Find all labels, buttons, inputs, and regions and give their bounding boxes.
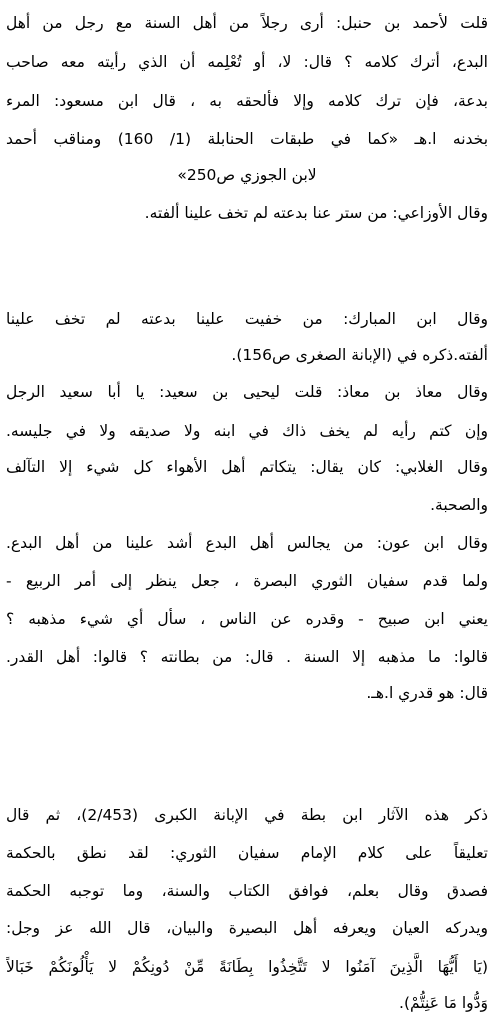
text-line: فصدق وقال بعلم، فوافق الكتاب والسنة، وما توجبه الحكمة	[6, 882, 488, 900]
text-line: البدع، أترك كلامه ؟ قال: لا، أو تُعْلِمه أن الذي رأيته معه صاحب	[6, 53, 488, 71]
text-line: وقال ابن عون: من يجالس أهل البدع أشد علينا من أهل البدع.	[6, 534, 488, 552]
text-line: (يَا أَيُّهَا الَّذِينَ آمَنُوا لا تَتَّخِذُوا بِطَانَةً مِّنْ دُونِكُمْ لا يَأْلُونَكُمْ خَبَالاً	[6, 958, 488, 976]
text-line: ألفته.ذكره في (الإبانة الصغرى ص156).	[231, 346, 488, 364]
text-line: يعني ابن صبيح - وقدره عن الناس ، سأل أي شيء مذهبه ؟	[6, 610, 488, 628]
text-line: ويدركه العيان ويعرفه أهل البصيرة والبيان، قال الله عز وجل:	[6, 919, 488, 937]
text-line: قال: هو قدري ا.هـ.	[366, 684, 488, 702]
text-line: وقال ابن المبارك: من خفيت علينا بدعته لم تخف علينا	[6, 310, 488, 328]
text-line: ولما قدم سفيان الثوري البصرة ، جعل ينظر إلى أمر الربيع -	[6, 572, 488, 590]
text-line: بدعة، فإن ترك كلامه وإلا فألحقه به ، قال ابن مسعود: المرء	[6, 92, 488, 110]
text-line: وقال معاذ بن معاذ: قلت ليحيى بن سعيد: يا أبا سعيد الرجل	[6, 383, 488, 401]
text-line: ذكر هذه الآثار ابن بطة في الإبانة الكبرى (2/453)، ثم قال	[6, 806, 488, 824]
text-line: بخدنه ا.هـ «كما في طبقات الحنابلة (1/ 160) ومناقب أحمد	[6, 130, 488, 148]
text-line: قالوا: ما مذهبه إلا السنة . قال: من بطانته ؟ قالوا: أهل القدر.	[6, 648, 488, 666]
text-line: لابن الجوزي ص250»	[177, 166, 317, 184]
text-line: وقال الأوزاعي: من ستر عنا بدعته لم تخف علينا ألفته.	[144, 204, 488, 222]
text-line: تعليقاً على كلام الإمام سفيان الثوري: لقد نطق بالحكمة	[6, 844, 488, 862]
text-line: وإن كتم رأيه لم يخف ذاك في ابنه ولا صديقه ولا في جليسه.	[6, 422, 488, 440]
text-line: وَدُّوا مَا عَنِتُّمْ).	[399, 994, 488, 1012]
text-line: وقال الغلابي: كان يقال: يتكاتم أهل الأهواء كل شيء إلا التآلف	[6, 458, 488, 476]
text-line: والصحبة.	[430, 496, 488, 514]
text-line: قلت لأحمد بن حنبل: أرى رجلاً من أهل السنة مع رجل من أهل	[6, 14, 488, 32]
